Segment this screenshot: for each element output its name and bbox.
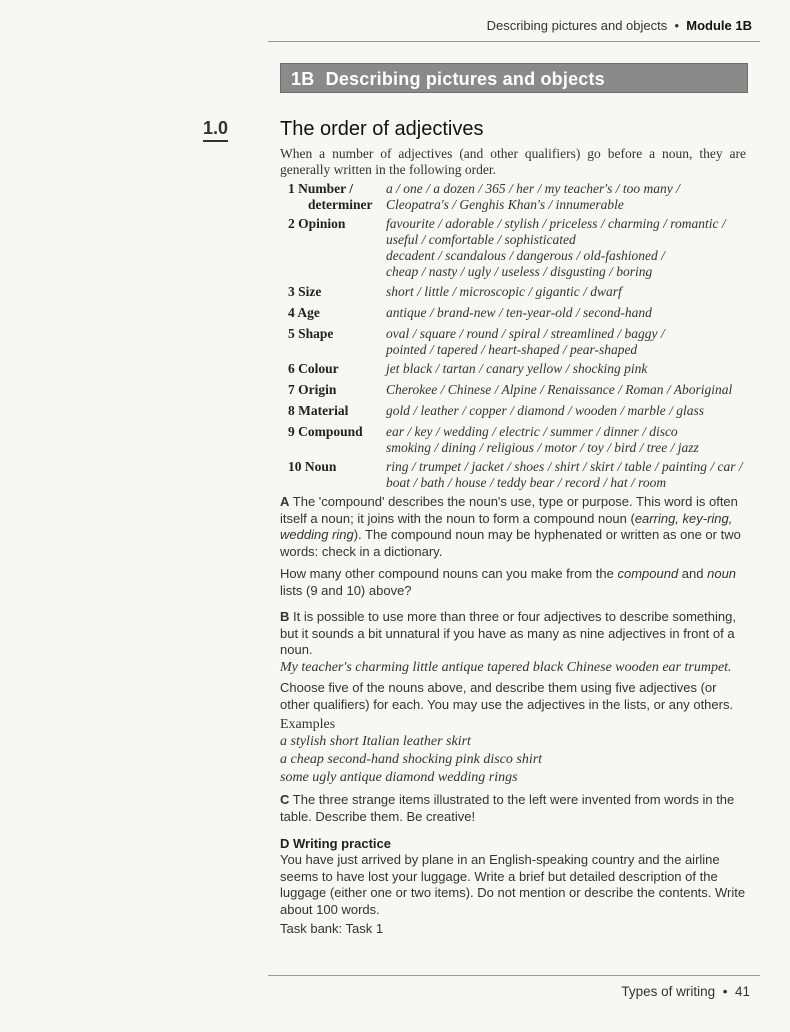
footer-rule xyxy=(268,975,760,976)
footer-bullet: • xyxy=(722,984,728,999)
running-head-module: Module 1B xyxy=(686,18,752,33)
row-examples: ear / key / wedding / electric / summer / dinner / disco smoking / dining / religious / motor / toy / bird / tree / jazz xyxy=(386,424,699,455)
section-number: 1.0 xyxy=(203,118,228,142)
row-label: 4 Age xyxy=(288,305,320,320)
paragraph-b: B It is possible to use more than three or four adjectives to describe something, but it sounds a bit unnatural if you have as many as nine adjectives in front of a noun. xyxy=(280,609,736,657)
header-rule xyxy=(268,41,760,42)
row-examples: gold / leather / copper / diamond / wooden / marble / glass xyxy=(386,403,704,418)
running-head xyxy=(487,18,752,33)
section-title: The order of adjectives xyxy=(280,118,484,140)
unit-banner xyxy=(280,63,748,93)
page-number: 41 xyxy=(734,984,750,999)
section-intro: When a number of adjectives (and other qualifiers) go before a noun, they are generally written in the following order. xyxy=(280,146,746,177)
row-examples: favourite / adorable / stylish / priceless / charming / romantic / useful / comfortable / sophisticated decadent / scandalous / dangerous / old-fashioned / cheap / nasty / ugly / useless / disgusting / boring xyxy=(386,216,726,279)
paragraph-a: A The 'compound' describes the noun's use, type or purpose. This word is often itself a noun; it joins with the noun to form a compound noun (earring, key-ring, wedding ring). The compound noun may be hyphenated or written as one or two words: check in a dictionary. xyxy=(280,494,741,559)
row-examples: a / one / a dozen / 365 / her / my teacher's / too many / Cleopatra's / Genghis Khan's / innumerable xyxy=(386,181,680,212)
paragraph-b-instruction: Choose five of the nouns above, and describe them using five adjectives (or other qualifiers) for each. You may use the adjectives in the lists, or any others. xyxy=(280,680,734,712)
row-label: 1 Number / determiner xyxy=(288,181,373,212)
row-label: 2 Opinion xyxy=(288,216,346,231)
running-head-section: Describing pictures and objects xyxy=(486,18,668,33)
paragraph-c: C The three strange items illustrated to the left were invented from words in the table. Describe them. Be creative! xyxy=(280,792,735,824)
row-label: 8 Material xyxy=(288,403,349,418)
row-examples: ring / trumpet / jacket / shoes / shirt / skirt / table / painting / car / boat / bath / house / teddy bear / record / hat / room xyxy=(386,459,743,490)
row-examples: antique / brand-new / ten-year-old / second-hand xyxy=(386,305,652,320)
row-examples: jet black / tartan / canary yellow / shocking pink xyxy=(386,361,648,376)
banner-code: 1B xyxy=(291,69,315,89)
paragraph-lead: B xyxy=(280,609,290,624)
writing-practice-heading: D Writing practice xyxy=(280,836,392,851)
writing-practice-text: You have just arrived by plane in an English-speaking country and the airline seems to have lost your luggage. Write a brief but detailed description of the luggage (either one or two items). Do not mention or describe the contents. Write about 100 words. xyxy=(280,852,746,917)
banner-title: Describing pictures and objects xyxy=(325,69,605,89)
example-phrase: a cheap second-hand shocking pink disco shirt xyxy=(280,752,543,767)
paragraph-lead: C xyxy=(280,792,290,807)
example-phrase: some ugly antique diamond wedding rings xyxy=(280,770,518,785)
page-footer xyxy=(621,984,750,999)
examples-heading: Examples xyxy=(280,717,336,732)
example-sentence: My teacher's charming little antique tapered black Chinese wooden ear trumpet. xyxy=(280,660,732,675)
running-head-bullet: • xyxy=(674,18,680,33)
footer-section: Types of writing xyxy=(621,984,716,999)
task-bank: Task bank: Task 1 xyxy=(280,921,384,936)
row-label: 9 Compound xyxy=(288,424,363,439)
row-examples: oval / square / round / spiral / streamlined / baggy / pointed / tapered / heart-shaped / pear-shaped xyxy=(386,326,665,357)
example-phrase: a stylish short Italian leather skirt xyxy=(280,734,471,749)
row-label: 5 Shape xyxy=(288,326,334,341)
row-label: 7 Origin xyxy=(288,382,337,397)
paragraph-lead: A xyxy=(280,494,290,509)
row-label: 3 Size xyxy=(288,284,322,299)
row-examples: short / little / microscopic / gigantic / dwarf xyxy=(386,284,622,299)
row-examples: Cherokee / Chinese / Alpine / Renaissance / Roman / Aboriginal xyxy=(386,382,733,397)
row-label: 10 Noun xyxy=(288,459,337,474)
row-label: 6 Colour xyxy=(288,361,339,376)
paragraph-a-question: How many other compound nouns can you make from the compound and noun lists (9 and 10) above? xyxy=(280,566,737,598)
